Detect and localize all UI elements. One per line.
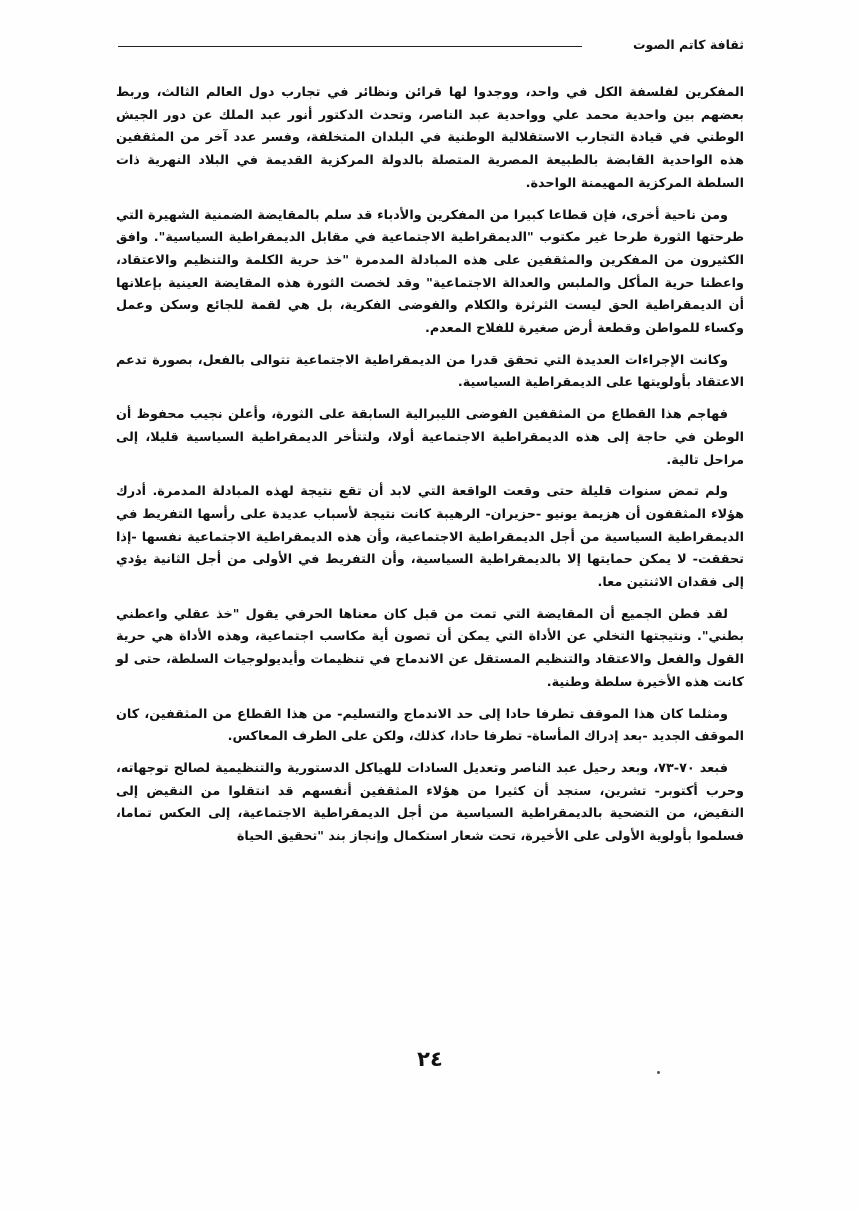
running-title: ثقافة كاتم الصوت — [632, 37, 744, 52]
header-rule — [118, 46, 582, 47]
paragraph-6: لقد فطن الجميع أن المقايضة التي تمت من قبل كان معناها الحرفي يقول "خذ عقلي واعطني بطني". ونتيجتها التخلي عن الأداة التي يمكن أن تصون أية مكاسب اجتماعية، وهذه الأداة هي حرية القول والفعل والاعتقاد والتنظيم المستقل عن الاندماج في تنظيمات وأيديولوجيات السلطة، حتى لو كانت هذه الأخيرة سلطة وطنية. — [116, 606, 744, 690]
body-text — [116, 82, 744, 858]
running-header — [118, 38, 744, 52]
paragraph-8: فبعد ٧٠-٧٣، وبعد رحيل عبد الناصر وتعديل السادات للهياكل الدستورية والتنظيمية لصالح توجهاته، وحرب أكتوبر- تشرين، سنجد أن كثيرا من هؤلاء المثقفين أنفسهم قد انتقلوا من النقيض إلى النقيض، من التضحية بالديمقراطية السياسية من أجل الديمقراطية الاجتماعية، إلى العكس تماما، فسلموا بأولوية الأولى على الأخيرة، تحت شعار استكمال وإنجاز بند "تحقيق الحياة — [116, 760, 744, 845]
paragraph-1: المفكرين لفلسفة الكل في واحد، ووجدوا لها قرائن ونظائر في تجارب دول العالم الثالث، وربط بعضهم بين واحدية محمد علي وواحدية عبد الناصر، وتحدث الدكتور أنور عبد الملك عن دور الجيش الوطني في قيادة التجارب الاستقلالية الوطنية في البلدان المتخلفة، وفسر عدد آخر من المثقفين هذه الواحدية القابضة بالطبيعة المصرية المتصلة بالدولة المركزية القديمة في البلاد النهرية ذات السلطة المركزية المهيمنة الواحدة. — [116, 85, 744, 191]
paragraph-5: ولم تمض سنوات قليلة حتى وقعت الواقعة التي لابد أن تقع نتيجة لهذه المبادلة المدمرة. أدرك هؤلاء المثقفون أن هزيمة يونيو -حزيران- الرهيبة كانت نتيجة لأسباب عديدة على رأسها التفريط في الديمقراطية السياسية من أجل الديمقراطية الاجتماعية، وأن هذه الديمقراطية الاجتماعية نفسها -إذا تحققت- لا يمكن حمايتها إلا بالديمقراطية السياسية، وأن التفريط في الأولى من أجل الثانية يؤدي إلى فقدان الاثنتين معا. — [116, 484, 744, 591]
paragraph-4: فهاجم هذا القطاع من المثقفين الفوضى الليبرالية السابقة على الثورة، وأعلن نجيب محفوظ أن الوطن في حاجة إلى هذه الديمقراطية الاجتماعية أولا، ولتتأخر الديمقراطية السياسية قليلا، إلى مراحل تالية. — [116, 407, 744, 468]
paragraph-2: ومن ناحية أخرى، فإن قطاعا كبيرا من المفكرين والأدباء قد سلم بالمقايضة الضمنية الشهيرة التي طرحتها الثورة طرحا غير مكتوب "الديمقراطية الاجتماعية في مقابل الديمقراطية السياسية". وافق الكثيرون من المفكرين والمثقفين على هذه المبادلة المدمرة "خذ حرية الكلمة والتنظيم والاعتقاد، واعطنا حرية المأكل والملبس والعدالة الاجتماعية" وقد لخصت الثورة هذه المقايضة العينية بإعلانها أن الديمقراطية الحق ليست الثرثرة والكلام والفوضى الفكرية، بل هي لقمة للجائع وسكن وعمل وكساء للمواطن وقطعة أرض صغيرة للفلاح المعدم. — [116, 207, 744, 337]
paragraph-3: وكانت الإجراءات العديدة التي تحقق قدرا من الديمقراطية الاجتماعية تتوالى بالفعل، بصورة تدعم الاعتقاد بأولويتها على الديمقراطية السياسية. — [116, 352, 744, 391]
scan-speck — [657, 1071, 660, 1074]
paragraph-7: ومثلما كان هذا الموقف تطرفا حادا إلى حد الاندماج والتسليم- من هذا القطاع من المثقفين، كان الموقف الجديد -بعد إدراك المأساة- تطرفا حادا، كذلك، ولكن على الطرف المعاكس. — [116, 706, 744, 745]
page-number: ٢٤ — [417, 1047, 443, 1071]
